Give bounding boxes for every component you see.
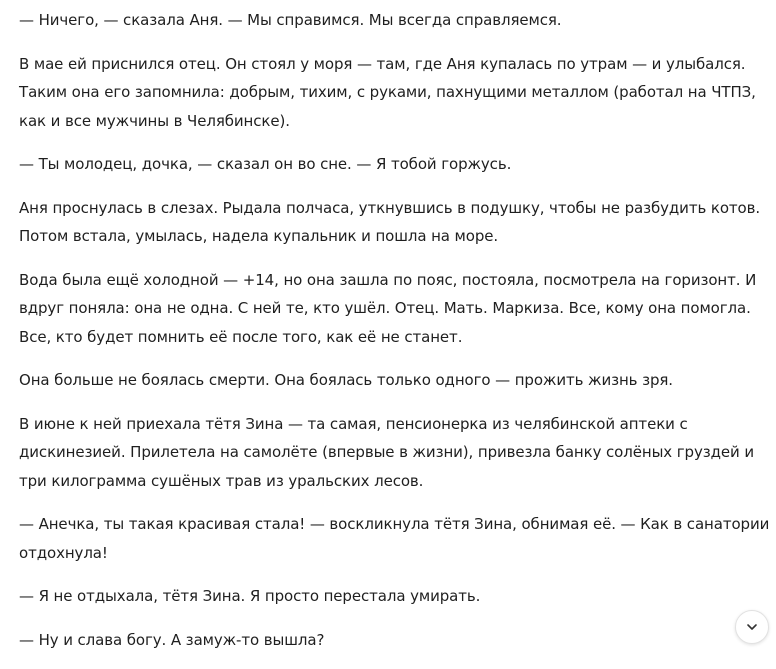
paragraph: В июне к ней приехала тётя Зина — та самая, пенсионерка из челябинской аптеки с дискинезией. Прилетела на самолёте (впервые в жизни), привезла банку солёных груздей и три килограмма сушёных трав из уральских лесов. xyxy=(19,414,754,490)
scroll-to-bottom-button[interactable] xyxy=(735,610,769,644)
paragraph: — Ты молодец, дочка, — сказал он во сне. — Я тобой горжусь. xyxy=(19,155,512,173)
paragraph: — Анечка, ты такая красивая стала! — воскликнула тётя Зина, обнимая её. — Как в санатории отдохнула! xyxy=(19,515,770,562)
paragraph: — Я не отдыхала, тётя Зина. Я просто перестала умирать. xyxy=(19,587,481,605)
paragraph: Аня проснулась в слезах. Рыдала полчаса, уткнувшись в подушку, чтобы не разбудить котов. Потом встала, умылась, надела купальник и пошла на море. xyxy=(19,198,761,245)
paragraph: Вода была ещё холодной — +14, но она зашла по пояс, постояла, посмотрела на горизонт. И вдруг поняла: она не одна. С ней те, кто ушёл. Отец. Мать. Маркиза. Все, кому она помогла. Все, кто будет помнить её после того, как её не станет. xyxy=(19,270,757,346)
paragraph: В мае ей приснился отец. Он стоял у моря — там, где Аня купалась по утрам — и улыбался. Таким она его запомнила: добрым, тихим, с руками, пахнущими металлом (работал на ЧТПЗ, как и все мужчины в Челябинске). xyxy=(19,54,756,130)
paragraph: Она больше не боялась смерти. Она боялась только одного — прожить жизнь зря. xyxy=(19,371,673,389)
chevron-down-icon xyxy=(745,620,759,634)
message-content xyxy=(19,6,773,669)
paragraph: — Ничего, — сказала Аня. — Мы справимся. Мы всегда справляемся. xyxy=(19,11,562,29)
paragraph: — Ну и слава богу. А замуж-то вышла? xyxy=(19,630,325,649)
